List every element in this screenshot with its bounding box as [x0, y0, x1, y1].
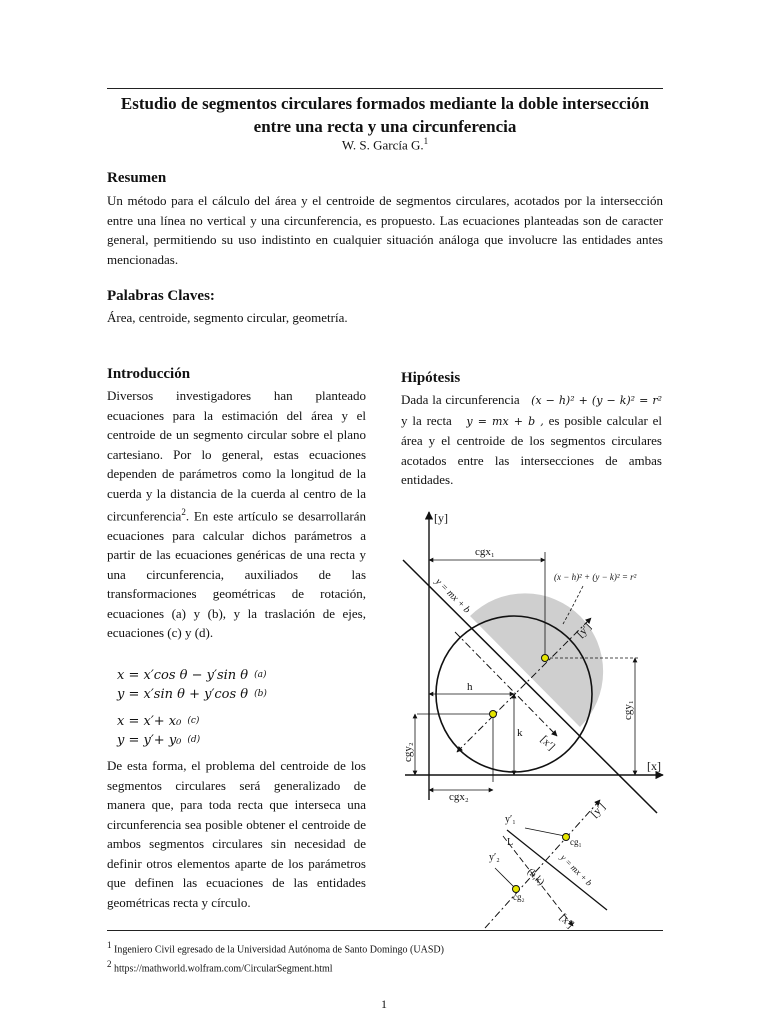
cgy1-label: cgy₁: [622, 700, 634, 720]
footnote-2-num: 2: [107, 959, 112, 970]
detail-y1-label: y′₁: [505, 814, 516, 825]
detail-y-label: [y′]: [588, 800, 608, 821]
line-equation-label: y = mx + b: [432, 576, 473, 616]
cgx2-label: cgx₂: [449, 791, 469, 803]
detail-y2-dimension: [495, 868, 515, 888]
author-name: W. S. García G.: [341, 137, 424, 153]
equation-tag: (d): [187, 735, 201, 745]
title-line-2: entre una recta y una circunferencia: [253, 117, 517, 136]
footnote-1-text: Ingeniero Civil egresado de la Universidad Autónoma de Santo Domingo (UASD): [114, 944, 444, 956]
detail-cg2-label: cg₂: [513, 892, 525, 902]
hypothesis-text: [401, 390, 662, 490]
equation-tag: (c): [187, 716, 200, 726]
footnote-2: [107, 957, 444, 976]
detail-line-equation: y = mx + b: [558, 852, 595, 888]
detail-y2-label: y′₂: [489, 852, 500, 863]
footnote-1: [107, 938, 444, 957]
paper-title: [100, 92, 670, 138]
equation-tag: (a): [254, 670, 267, 680]
page-number: 1: [381, 997, 387, 1011]
footnotes: [107, 938, 444, 977]
equation-block: [117, 666, 267, 750]
hyp-text-3: es posible calcular el área y el centroide de los segmentos circulares acotados entre las intersecciones de ambas entidades.: [401, 412, 663, 487]
author: [100, 136, 670, 153]
title-line-1: Estudio de segmentos circulares formados mediante la doble intersección: [120, 94, 650, 113]
rotated-y-label: [y′]: [574, 620, 594, 641]
shaded-segment: [470, 593, 603, 727]
author-footnote-mark: 1: [423, 136, 429, 146]
equation-d: [117, 731, 267, 750]
circle-equation: (x − h)² + (y − k)² = r²: [531, 394, 662, 407]
cgx1-label: cgx₁: [475, 546, 495, 558]
equation-c: [117, 712, 267, 731]
centroid-1-marker: [542, 655, 549, 662]
intro-text-b: . En este artículo se desarrollarán ecuaciones para calcular dichos parámetros a partir de las ecuaciones genéricas de una recta y una circunferencia, auxiliados de las transformaciones geométricas de rotación, ecuaciones (a) y (b), y la traslación de ejes, ecuaciones (c) y (d).: [107, 508, 366, 641]
k-label: k: [517, 727, 523, 739]
intro-paragraph: [107, 386, 366, 643]
abstract-heading: Resumen: [107, 170, 167, 186]
detail-cg1-label: cg₁: [570, 837, 582, 847]
circle-equation-label: (x − h)² + (y − k)² = r²: [554, 572, 637, 582]
keywords-heading: Palabras Claves:: [107, 288, 215, 304]
top-rule: [107, 88, 663, 89]
detail-hk-label: (h,k): [524, 866, 547, 888]
y-axis-label: [y]: [434, 511, 448, 525]
detail-L-label: L: [507, 837, 514, 848]
equation-text: y = x′sin θ + y′cos θ: [117, 687, 249, 702]
intro-heading: Introducción: [107, 366, 191, 382]
footnote-2-link[interactable]: https://mathworld.wolfram.com/CircularSegment.html: [114, 963, 333, 975]
equation-tag: (b): [254, 689, 267, 699]
equation-text: y = y′+ y₀: [117, 733, 182, 748]
detail-centroid-1: [563, 834, 570, 841]
centroid-2-marker: [490, 711, 497, 718]
hyp-text-2: y la recta: [401, 412, 452, 428]
cgy2-label: cgy₂: [402, 742, 414, 762]
footnote-rule: [107, 930, 663, 931]
abstract-text: Un método para el cálculo del área y el centroide de segmentos circulares, acotados por la intersección entre una línea no vertical y una circunferencia, es propuesto. Las ecuaciones planteadas son de caracter general, permitiendo su uso indistinto en cualquier situación análoga que involucre las entidades antes mencionadas.: [107, 193, 663, 267]
equation-b: [117, 685, 267, 704]
footnote-1-num: 1: [107, 940, 112, 950]
intro-text-a: Diversos investigadores han planteado ecuaciones para la estimación del área y el centroide de un segmento circular sobre el plano cartesiano. Por lo general, estas ecuaciones dependen de parámetros como la longitud de la cuerda y la distancia de la cuerda al centro de la circunferencia: [107, 388, 366, 524]
line-equation: y = mx + b ,: [466, 414, 544, 428]
equation-text: x = x′cos θ − y′sin θ: [117, 668, 249, 683]
segment-diagram: [395, 500, 675, 940]
hyp-text-1: Dada la circunferencia: [401, 392, 520, 407]
detail-rotated-y-axis: [485, 800, 600, 928]
h-label: h: [467, 681, 473, 693]
intro-footnote-mark: 2: [181, 507, 186, 517]
equation-a: [117, 666, 267, 685]
rotated-x-label: [x′]: [537, 733, 558, 753]
x-axis-label: [x]: [647, 759, 661, 773]
keywords-text: Área, centroide, segmento circular, geometría.: [107, 310, 348, 325]
hypothesis-heading: Hipótesis: [401, 370, 461, 386]
equation-text: x = x′+ x₀: [117, 714, 182, 729]
detail-y1-dimension: [525, 828, 565, 836]
intro-paragraph-2: De esta forma, el problema del centroide de los segmentos circulares será generalizado de manera que, para toda recta que interseca una circunferencia sea posible obtener el centroide de ambos segmentos circulares sin necesidad de definir otros elementos aparte de los parámetros que definen las ecuaciones de las entidades geométricas recta y círculo.: [107, 758, 366, 910]
detail-x-label: [x′]: [556, 911, 577, 931]
